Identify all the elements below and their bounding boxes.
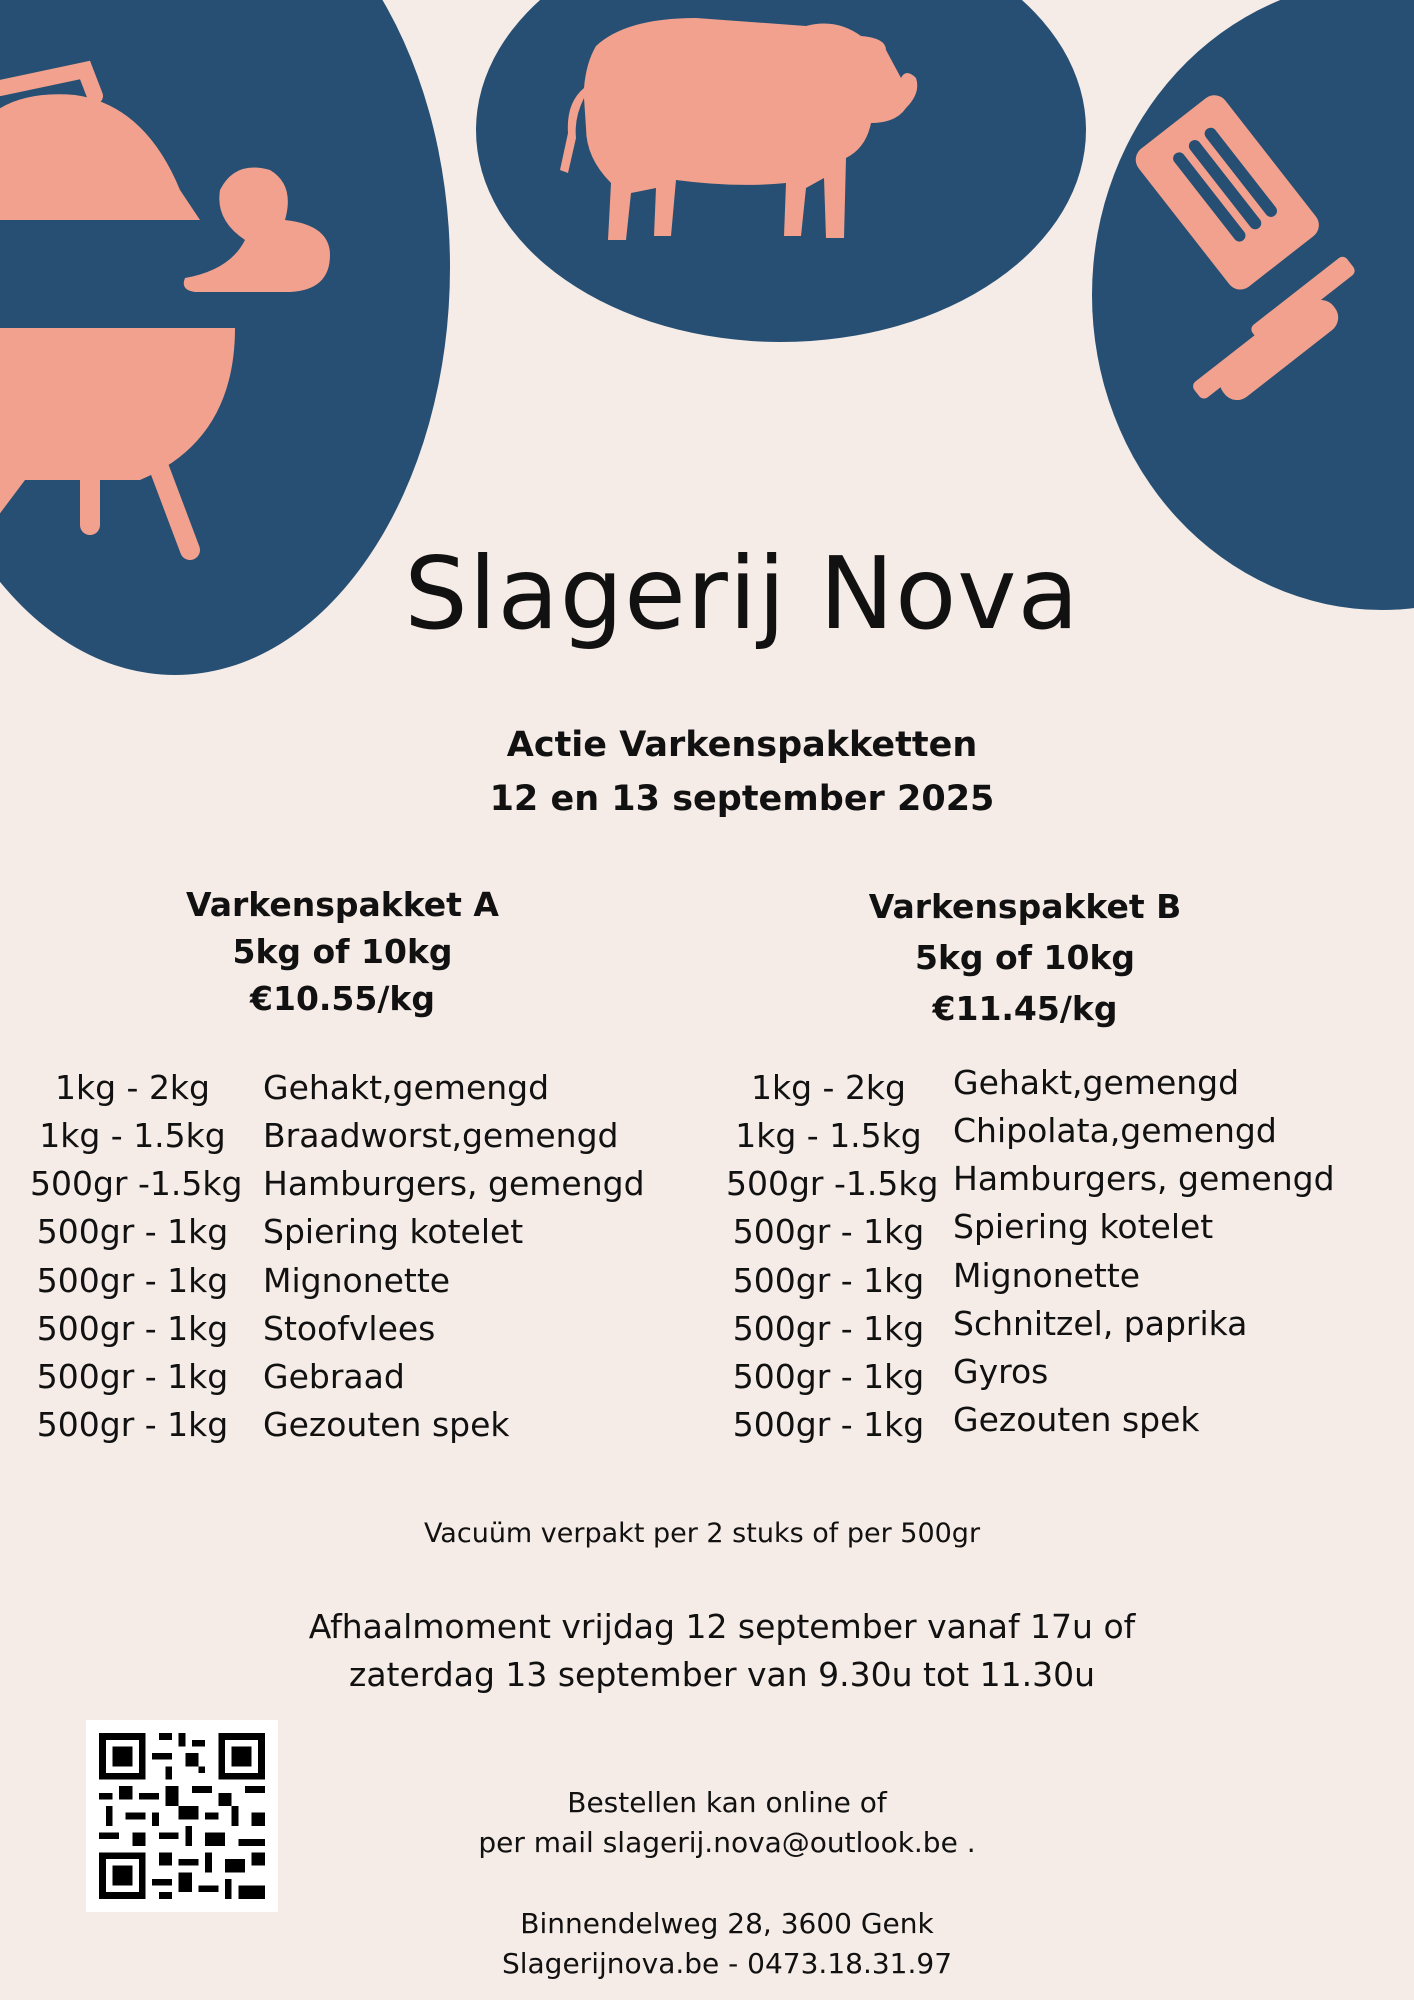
pig-circle (476, 0, 1086, 342)
action-dates: 12 en 13 september 2025 (489, 779, 995, 819)
package-a-weight: 5kg of 10kg (232, 932, 453, 971)
order-line-1: Bestellen kan online of (567, 1786, 887, 1819)
package-b-name: Varkenspakket B (868, 887, 1182, 926)
package-a-name: Varkenspakket A (186, 885, 499, 924)
spatula-circle (1092, 0, 1414, 610)
shop-title: Slagerij Nova (404, 535, 1080, 652)
qr-code-icon[interactable] (86, 1720, 278, 1912)
package-b-price: €11.45/kg (932, 989, 1118, 1028)
address: Binnendelweg 28, 3600 Genk (520, 1907, 934, 1940)
pig-icon (476, 0, 1086, 342)
package-b-header (840, 881, 1210, 1034)
contact-info[interactable]: Slagerijnova.be - 0473.18.31.97 (501, 1947, 953, 1980)
order-line-2[interactable]: per mail slagerij.nova@outlook.be . (478, 1826, 976, 1859)
spatula-icon (1092, 0, 1414, 610)
package-a-price: €10.55/kg (250, 979, 435, 1018)
pickup-line-1: Afhaalmoment vrijdag 12 september vanaf 17u of (308, 1607, 1136, 1646)
packaging-note: Vacuüm verpakt per 2 stuks of per 500gr (423, 1518, 981, 1549)
action-title: Actie Varkenspakketten (506, 725, 978, 765)
package-b-weight: 5kg of 10kg (914, 938, 1136, 977)
package-a-header (160, 881, 525, 1022)
pickup-line-2: zaterdag 13 september van 9.30u tot 11.30u (349, 1655, 1095, 1694)
